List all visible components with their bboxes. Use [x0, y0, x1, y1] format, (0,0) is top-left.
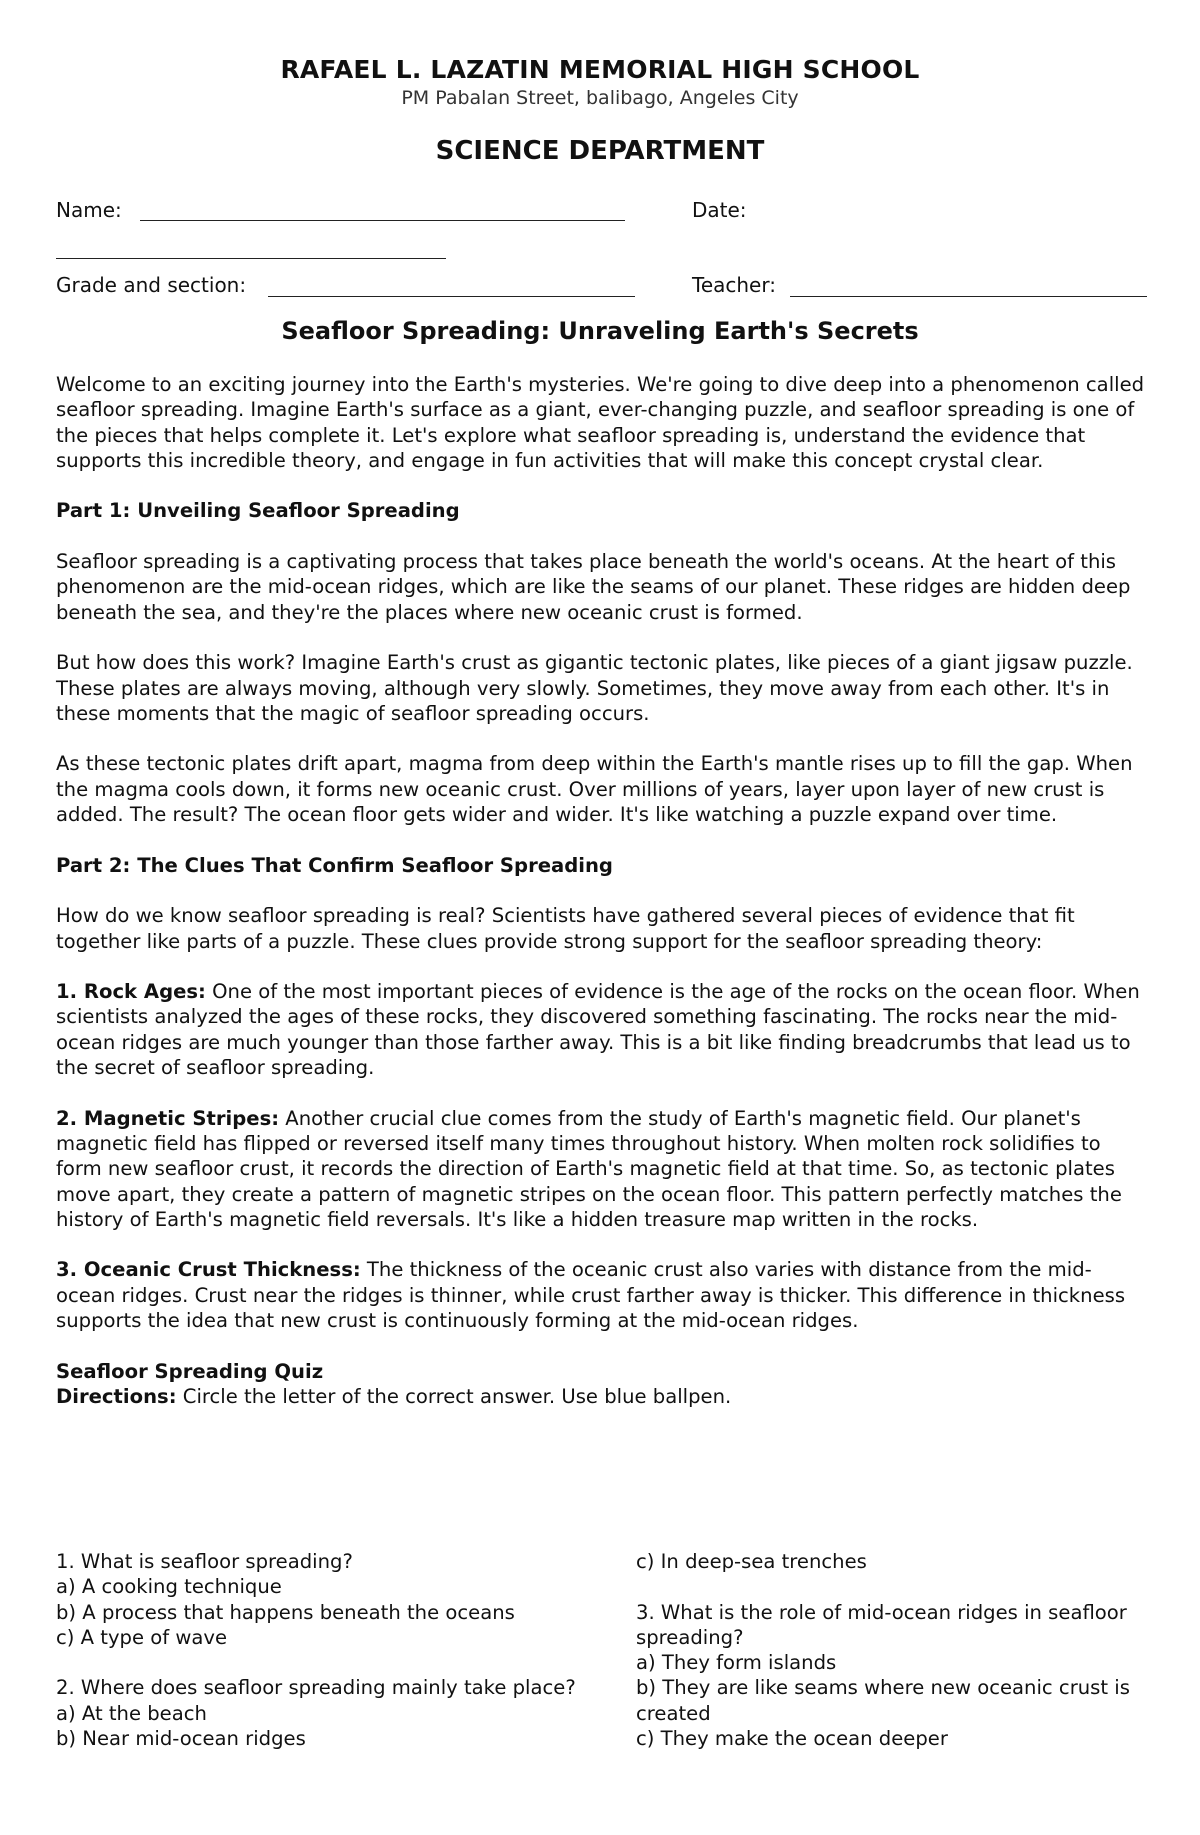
question-text: 2. Where does seafloor spreading mainly take place?	[56, 1676, 576, 1700]
date-field[interactable]	[56, 258, 446, 259]
evidence-label: 2. Magnetic Stripes:	[56, 1106, 280, 1130]
answer-option-b[interactable]: b) They are like seams where new oceanic crust is created	[636, 1676, 1130, 1725]
answer-option-c[interactable]: c) In deep-sea trenches	[636, 1550, 867, 1573]
evidence-label: 1. Rock Ages:	[56, 980, 206, 1004]
quiz-question-3	[636, 1600, 1156, 1752]
grade-section-label: Grade and section:	[56, 273, 247, 297]
quiz-title: Seafloor Spreading Quiz	[56, 1359, 324, 1383]
quiz-column-left	[56, 1549, 586, 1777]
quiz-directions	[56, 1384, 1146, 1409]
name-field[interactable]	[140, 220, 625, 221]
department-title: SCIENCE DEPARTMENT	[435, 136, 765, 166]
quiz-question-2	[56, 1675, 586, 1751]
answer-option-a[interactable]: a) A cooking technique	[56, 1575, 282, 1599]
date-label: Date:	[692, 198, 747, 222]
part1-paragraph-2: But how does this work? Imagine Earth's crust as gigantic tectonic plates, like pieces of a giant jigsaw puzzle. These plates are always moving, although very slowly. Sometimes, they move away from each other. It's in these moments that the magic of seafloor spreading occurs.	[56, 651, 1133, 725]
directions-label: Directions:	[56, 1384, 177, 1408]
quiz-question-2-continued	[636, 1549, 1156, 1574]
evidence-text: One of the most important pieces of evidence is the age of the rocks on the ocean floor. When scientists analyzed the ages of these rocks, they discovered something fascinating. The rocks near the mid-ocean ridges are much younger than those farther away. This is a bit like finding breadcrumbs that lead us to the secret of seafloor spreading.	[56, 980, 1140, 1080]
quiz-column-right	[636, 1549, 1156, 1777]
answer-option-a[interactable]: a) They form islands	[636, 1651, 837, 1675]
evidence-label: 3. Oceanic Crust Thickness:	[56, 1258, 361, 1282]
answer-option-b[interactable]: b) Near mid-ocean ridges	[56, 1727, 306, 1751]
worksheet-title: Seafloor Spreading: Unraveling Earth's Secrets	[281, 317, 919, 345]
school-address: PM Pabalan Street, balibago, Angeles City	[401, 87, 799, 109]
evidence-crust-thickness	[56, 1257, 1146, 1333]
school-name: RAFAEL L. LAZATIN MEMORIAL HIGH SCHOOL	[280, 55, 920, 84]
directions-text: Circle the letter of the correct answer. Use blue ballpen.	[176, 1384, 732, 1408]
intro-paragraph: Welcome to an exciting journey into the Earth's mysteries. We're going to dive deep into a phenomenon called seafloor spreading. Imagine Earth's surface as a giant, ever-changing puzzle, and seafloor spreading is one of the pieces that helps complete it. Let's explore what seafloor spreading is, understand the evidence that supports this incredible theory, and engage in fun activities that will make this concept crystal clear.	[56, 373, 1145, 472]
quiz-heading	[56, 1359, 1146, 1384]
part2-intro: How do we know seafloor spreading is real? Scientists have gathered several pieces of evidence that fit together like parts of a puzzle. These clues provide strong support for the seafloor spreading theory:	[56, 904, 1075, 953]
question-text: 3. What is the role of mid-ocean ridges in seafloor spreading?	[636, 1600, 1127, 1649]
evidence-rock-ages	[56, 979, 1146, 1080]
answer-option-a[interactable]: a) At the beach	[56, 1701, 207, 1725]
question-text: 1. What is seafloor spreading?	[56, 1550, 353, 1573]
part1-paragraph-3: As these tectonic plates drift apart, magma from deep within the Earth's mantle rises up to fill the gap. When the magma cools down, it forms new oceanic crust. Over millions of years, layer upon layer of new crust is added. The result? The ocean floor gets wider and wider. It's like watching a puzzle expand over time.	[56, 752, 1133, 827]
quiz-question-1	[56, 1549, 586, 1650]
name-label: Name:	[56, 198, 122, 222]
part1-heading: Part 1: Unveiling Seafloor Spreading	[56, 499, 460, 523]
worksheet-body	[56, 372, 1146, 1409]
evidence-text: Another crucial clue comes from the study of Earth's magnetic field. Our planet's magnetic field has flipped or reversed itself many times throughout history. When molten rock solidifies to form new seafloor crust, it records the direction of Earth's magnetic field at that time. So, as tectonic plates move apart, they create a pattern of magnetic stripes on the ocean floor. This pattern perfectly matches the history of Earth's magnetic field reversals. It's like a hidden treasure map written in the rocks.	[56, 1106, 1122, 1231]
answer-option-b[interactable]: b) A process that happens beneath the oceans	[56, 1600, 515, 1624]
answer-option-c[interactable]: c) A type of wave	[56, 1625, 228, 1649]
teacher-label: Teacher:	[692, 273, 776, 297]
evidence-text: The thickness of the oceanic crust also varies with distance from the mid-ocean ridges. Crust near the ridges is thinner, while crust farther away is thicker. This difference in thickness supports the idea that new crust is continuously forming at the mid-ocean ridges.	[56, 1258, 1126, 1332]
answer-option-c[interactable]: c) They make the ocean deeper	[636, 1727, 948, 1751]
part1-paragraph-1: Seafloor spreading is a captivating process that takes place beneath the world's oceans. At the heart of this phenomenon are the mid-ocean ridges, which are like the seams of our planet. These ridges are hidden deep beneath the sea, and they're the places where new oceanic crust is formed.	[56, 550, 1131, 624]
teacher-field[interactable]	[790, 296, 1147, 297]
grade-section-field[interactable]	[268, 296, 635, 297]
part2-heading: Part 2: The Clues That Confirm Seafloor Spreading	[56, 853, 613, 877]
evidence-magnetic-stripes	[56, 1106, 1146, 1232]
